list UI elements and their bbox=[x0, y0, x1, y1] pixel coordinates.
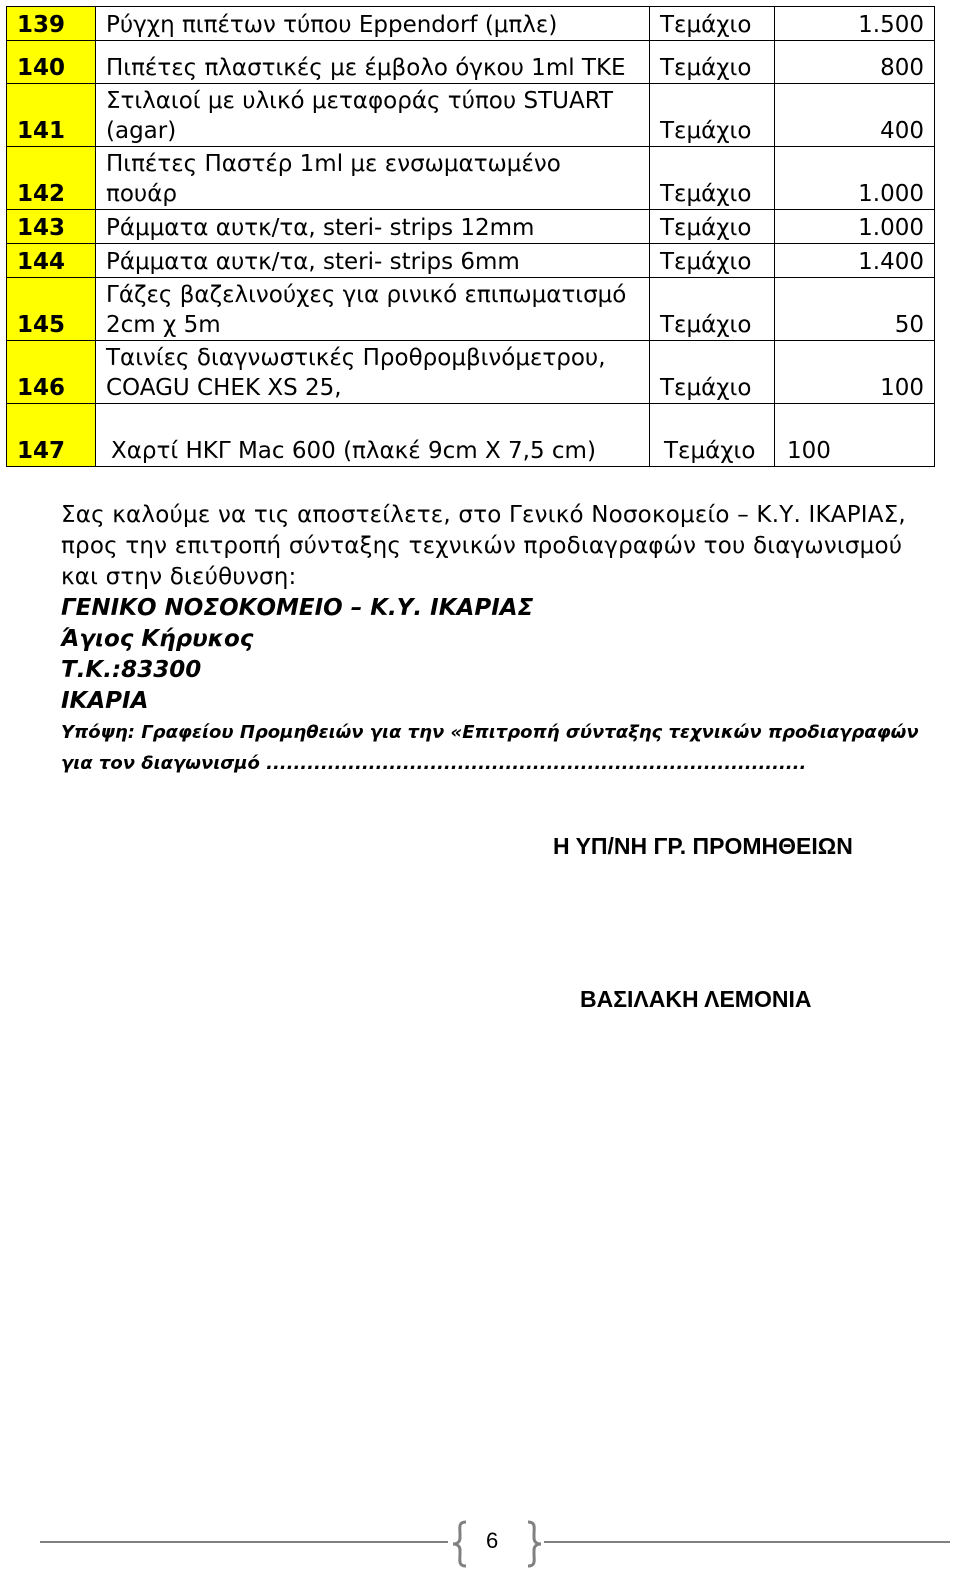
item-description: Ράμματα αυτκ/τα, steri- strips 6mm bbox=[96, 244, 650, 278]
item-description bbox=[96, 84, 650, 147]
item-description-line: Ταινίες διαγνωστικές Προθρομβινόμετρου, bbox=[106, 345, 606, 371]
item-description: Ράμματα αυτκ/τα, steri- strips 12mm bbox=[96, 210, 650, 244]
address-hospital: ΓΕΝΙΚΟ ΝΟΣΟΚΟΜΕΙΟ – Κ.Υ. ΙΚΑΡΙΑΣ bbox=[61, 595, 534, 621]
item-description: Χαρτί ΗΚΓ Mac 600 (πλακέ 9cm X 7,5 cm) bbox=[96, 404, 650, 467]
table-row bbox=[7, 278, 935, 341]
item-description-line: Γάζες βαζελινούχες για ρινικό επιπωματισμό bbox=[106, 282, 627, 308]
item-description bbox=[96, 278, 650, 341]
item-quantity: 400 bbox=[775, 84, 935, 147]
intro-line: προς την επιτροπή σύνταξης τεχνικών προδιαγραφών του διαγωνισμού bbox=[61, 533, 903, 559]
left-brace-icon bbox=[448, 1520, 470, 1568]
attention-note: για τον διαγωνισμό ............................................................................... bbox=[61, 753, 807, 774]
item-number: 141 bbox=[7, 84, 96, 147]
item-unit: Τεμάχιο bbox=[650, 210, 775, 244]
item-number: 140 bbox=[7, 41, 96, 84]
table-row bbox=[7, 84, 935, 147]
address-postcode: Τ.Κ.:83300 bbox=[61, 657, 202, 683]
item-unit: Τεμάχιο bbox=[650, 341, 775, 404]
item-number: 146 bbox=[7, 341, 96, 404]
item-unit: Τεμάχιο bbox=[650, 404, 775, 467]
item-quantity: 1.500 bbox=[775, 7, 935, 41]
table-row bbox=[7, 404, 935, 467]
footer-rule-right bbox=[544, 1541, 950, 1543]
table-row bbox=[7, 341, 935, 404]
intro-line: και στην διεύθυνση: bbox=[61, 564, 297, 590]
item-number: 142 bbox=[7, 147, 96, 210]
table-row bbox=[7, 147, 935, 210]
footer-rule-left bbox=[40, 1541, 448, 1543]
item-description bbox=[96, 341, 650, 404]
table-row bbox=[7, 7, 935, 41]
item-description-line: 2cm χ 5m bbox=[106, 312, 221, 338]
item-description-line: Στιλαιοί με υλικό μεταφοράς τύπου STUART bbox=[106, 88, 614, 114]
item-unit: Τεμάχιο bbox=[650, 84, 775, 147]
intro-line: Σας καλούμε να τις αποστείλετε, στο Γενικό Νοσοκομείο – Κ.Υ. ΙΚΑΡΙΑΣ, bbox=[61, 502, 906, 528]
item-number: 139 bbox=[7, 7, 96, 41]
item-description: Ρύγχη πιπέτων τύπου Eppendorf (μπλε) bbox=[96, 7, 650, 41]
item-unit: Τεμάχιο bbox=[650, 244, 775, 278]
item-quantity: 1.000 bbox=[775, 147, 935, 210]
item-quantity: 800 bbox=[775, 41, 935, 84]
item-description bbox=[96, 147, 650, 210]
item-quantity: 100 bbox=[775, 404, 935, 467]
item-quantity: 1.400 bbox=[775, 244, 935, 278]
signature-title: Η ΥΠ/ΝΗ ΓΡ. ΠΡΟΜΗΘΕΙΩΝ bbox=[553, 833, 853, 859]
item-quantity: 100 bbox=[775, 341, 935, 404]
item-unit: Τεμάχιο bbox=[650, 147, 775, 210]
item-description-line: COAGU CHEK XS 25, bbox=[106, 375, 342, 401]
table-row bbox=[7, 244, 935, 278]
item-description-line: Πιπέτες Παστέρ 1ml με ενσωματωμένο bbox=[106, 151, 561, 177]
item-description-line: (agar) bbox=[106, 118, 177, 144]
item-quantity: 1.000 bbox=[775, 210, 935, 244]
signature-name: ΒΑΣΙΛΑΚΗ ΛΕΜΟΝΙΑ bbox=[580, 986, 812, 1012]
item-number: 147 bbox=[7, 404, 96, 467]
item-number: 145 bbox=[7, 278, 96, 341]
item-unit: Τεμάχιο bbox=[650, 41, 775, 84]
item-description-line: πουάρ bbox=[106, 181, 177, 207]
item-number: 144 bbox=[7, 244, 96, 278]
items-table bbox=[6, 6, 935, 467]
address-island: ΙΚΑΡΙΑ bbox=[61, 688, 149, 714]
table-row bbox=[7, 210, 935, 244]
attention-note: Υπόψη: Γραφείου Προμηθειών για την «Επιτροπή σύνταξης τεχνικών προδιαγραφών bbox=[61, 722, 919, 743]
item-quantity: 50 bbox=[775, 278, 935, 341]
page-number: 6 bbox=[486, 1528, 499, 1553]
right-brace-icon bbox=[524, 1520, 546, 1568]
address-town: Άγιος Κήρυκος bbox=[61, 626, 254, 652]
item-number: 143 bbox=[7, 210, 96, 244]
letter-body bbox=[61, 500, 941, 779]
item-description: Πιπέτες πλαστικές με έμβολο όγκου 1ml ΤΚΕ bbox=[96, 41, 650, 84]
item-unit: Τεμάχιο bbox=[650, 278, 775, 341]
table-row bbox=[7, 41, 935, 84]
item-unit: Τεμάχιο bbox=[650, 7, 775, 41]
